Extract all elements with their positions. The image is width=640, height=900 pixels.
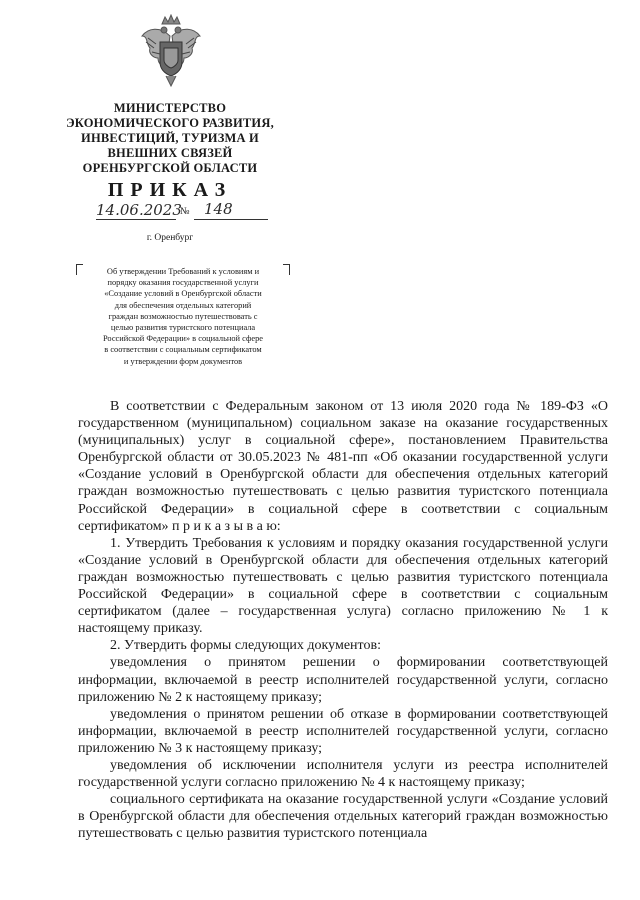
ministry-line: ИНВЕСТИЦИЙ, ТУРИЗМА И [81, 131, 259, 145]
form-item: уведомления об исключении исполнителя услуги из реестра исполнителей государственной услуги согласно приложению № 4 к настоящему приказу; [78, 757, 608, 791]
subject-text [79, 266, 287, 367]
coat-of-arms-icon [140, 14, 202, 88]
subject-line: граждан возможностью путешествовать с [108, 311, 258, 321]
subject-line: «Создание условий в Оренбургской области [104, 289, 262, 299]
number-underline [194, 219, 268, 220]
handwritten-number: 148 [204, 200, 233, 218]
date-number-line [96, 200, 268, 224]
ministry-line: МИНИСТЕРСТВО [113, 101, 227, 115]
subject-line: порядку оказания государственной услуги [107, 278, 259, 288]
subject-line: Об утверждении Требований к условиям и [106, 267, 260, 276]
date-underline [96, 219, 176, 220]
subject-line: в соответствии с социальным сертификатом [104, 345, 262, 355]
subject-line: и утверждении форм документов [123, 356, 243, 366]
handwritten-date: 14.06.2023 [96, 201, 182, 219]
subject-block [76, 262, 290, 372]
subject-line: Российской Федерации» в социальной сфере [102, 334, 264, 344]
ministry-name [40, 101, 300, 176]
ministry-line: ОРЕНБУРГСКОЙ ОБЛАСТИ [82, 161, 258, 175]
order-item-1: 1. Утвердить Требования к условиям и порядку оказания государственной услуги «Создание условий в Оренбургской области для обеспечения отдельных категорий граждан возможностью путешествовать с целью развития туристского потенциала Российской Федерации» в социальной сфере в соответствии с социальным сертификатом (далее – государственная услуга) согласно приложению № 1 к настоящему приказу. [78, 535, 608, 637]
city-line: г. Оренбург [146, 233, 194, 243]
form-item: уведомления о принятом решении о формировании соответствующей информации, включаемой в реестр исполнителей государственной услуги, согласно приложению № 2 к настоящему приказу; [78, 655, 608, 705]
document-type-title: ПРИКАЗ [107, 179, 233, 201]
subject-line: целью развития туристского потенциала [110, 323, 256, 333]
preamble-paragraph: В соответствии с Федеральным законом от 13 июля 2020 года № 189-ФЗ «О государственном (муниципальном) социальном заказе на оказание государственных (муниципальных) услуг в социальной сфере», постановлением Правительства Оренбургской области от 30.05.2023 № 481-пп «Об оказании государственной услуги «Создание условий в Оренбургской области для обеспечения отдельных категорий граждан возможностью путешествовать с целью развития туристского потенциала Российской Федерации» в социальной сфере в соответствии с социальным сертификатом» п р и к а з ы в а ю: [78, 399, 608, 534]
ministry-line: ВНЕШНИХ СВЯЗЕЙ [107, 146, 233, 160]
document-body [78, 398, 608, 842]
number-sign: № [180, 206, 190, 217]
form-item: социального сертификата на оказание государственной услуги «Создание условий в Оренбургской области для обеспечения отдельных категорий граждан возможностью путешествовать с целью развития туристского потенциала [78, 792, 608, 842]
form-item: уведомления о принятом решении об отказе в формировании соответствующей информации, включаемой в реестр исполнителей государственной услуги, согласно приложению № 3 к настоящему приказу; [78, 706, 608, 756]
ministry-line: ЭКОНОМИЧЕСКОГО РАЗВИТИЯ, [66, 116, 274, 130]
order-item-2: 2. Утвердить формы следующих документов: [110, 638, 381, 654]
subject-line: для обеспечения отдельных категорий [114, 300, 252, 310]
